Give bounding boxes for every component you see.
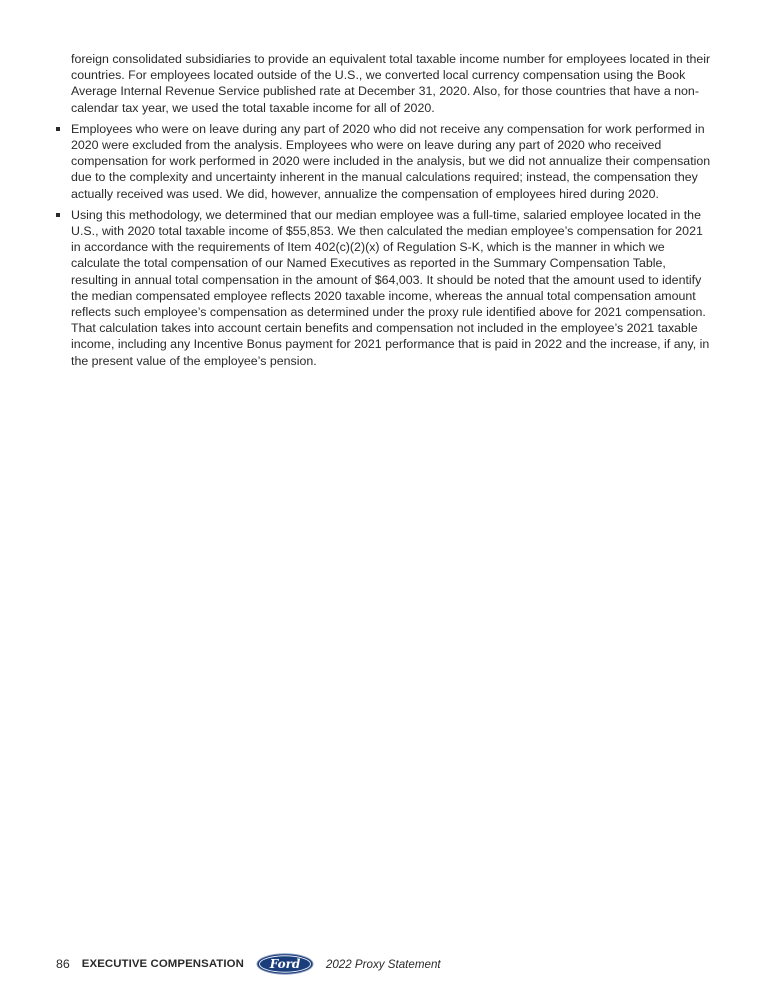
- page-number: 86: [56, 957, 70, 971]
- bullet-item-methodology: [56, 207, 714, 369]
- paragraph-text: Employees who were on leave during any part of 2020 who did not receive any compensation for work performed in 2020 were excluded from the analysis. Employees who were on leave during any part of 2020 who received compensation for work performed in 2020 were included in the analysis, but we did not annualize their compensation due to the complexity and uncertainty inherent in the manual calculations required; instead, the compensation they actually received was used. We did, however, annualize the compensation of employees hired during 2020.: [71, 121, 711, 201]
- bullet-icon: [56, 127, 60, 131]
- document-title: 2022 Proxy Statement: [325, 957, 441, 971]
- paragraph-text: foreign consolidated subsidiaries to provide an equivalent total taxable income number for employees located in their countries. For employees located outside of the U.S., we converted local currency compensation using the Book Average Internal Revenue Service published rate at December 31, 2020. Also, for those countries that have a non-calendar tax year, we used the total taxable income for all of 2020.: [71, 52, 711, 115]
- bullet-item-leave-employees: [56, 121, 714, 202]
- paragraph-continuation: [56, 51, 714, 116]
- section-label: EXECUTIVE COMPENSATION: [81, 958, 244, 970]
- bullet-icon: [56, 213, 60, 217]
- ford-logo-icon: [256, 953, 314, 975]
- body-content: [56, 51, 714, 374]
- paragraph-text: Using this methodology, we determined that our median employee was a full-time, salaried employee located in the U.S., with 2020 total taxable income of $55,853. We then calculated the median employee’s compensation for 2021 in accordance with the requirements of Item 402(c)(2)(x) of Regulation S-K, which is the manner in which we calculate the total compensation of our Named Executives as reported in the Summary Compensation Table, resulting in annual total compensation in the amount of $64,003. It should be noted that the amount used to identify the median compensated employee reflects 2020 taxable income, whereas the annual total compensation amount reflects such employee’s compensation as determined under the proxy rule identified above for 2021 compensation. That calculation takes into account certain benefits and compensation not included in the employee’s 2021 taxable income, including any Incentive Bonus payment for 2021 performance that is paid in 2022 and the increase, if any, in the present value of the employee’s pension.: [71, 207, 710, 368]
- ford-logo-text: Ford: [269, 957, 301, 971]
- page-footer: [56, 953, 441, 975]
